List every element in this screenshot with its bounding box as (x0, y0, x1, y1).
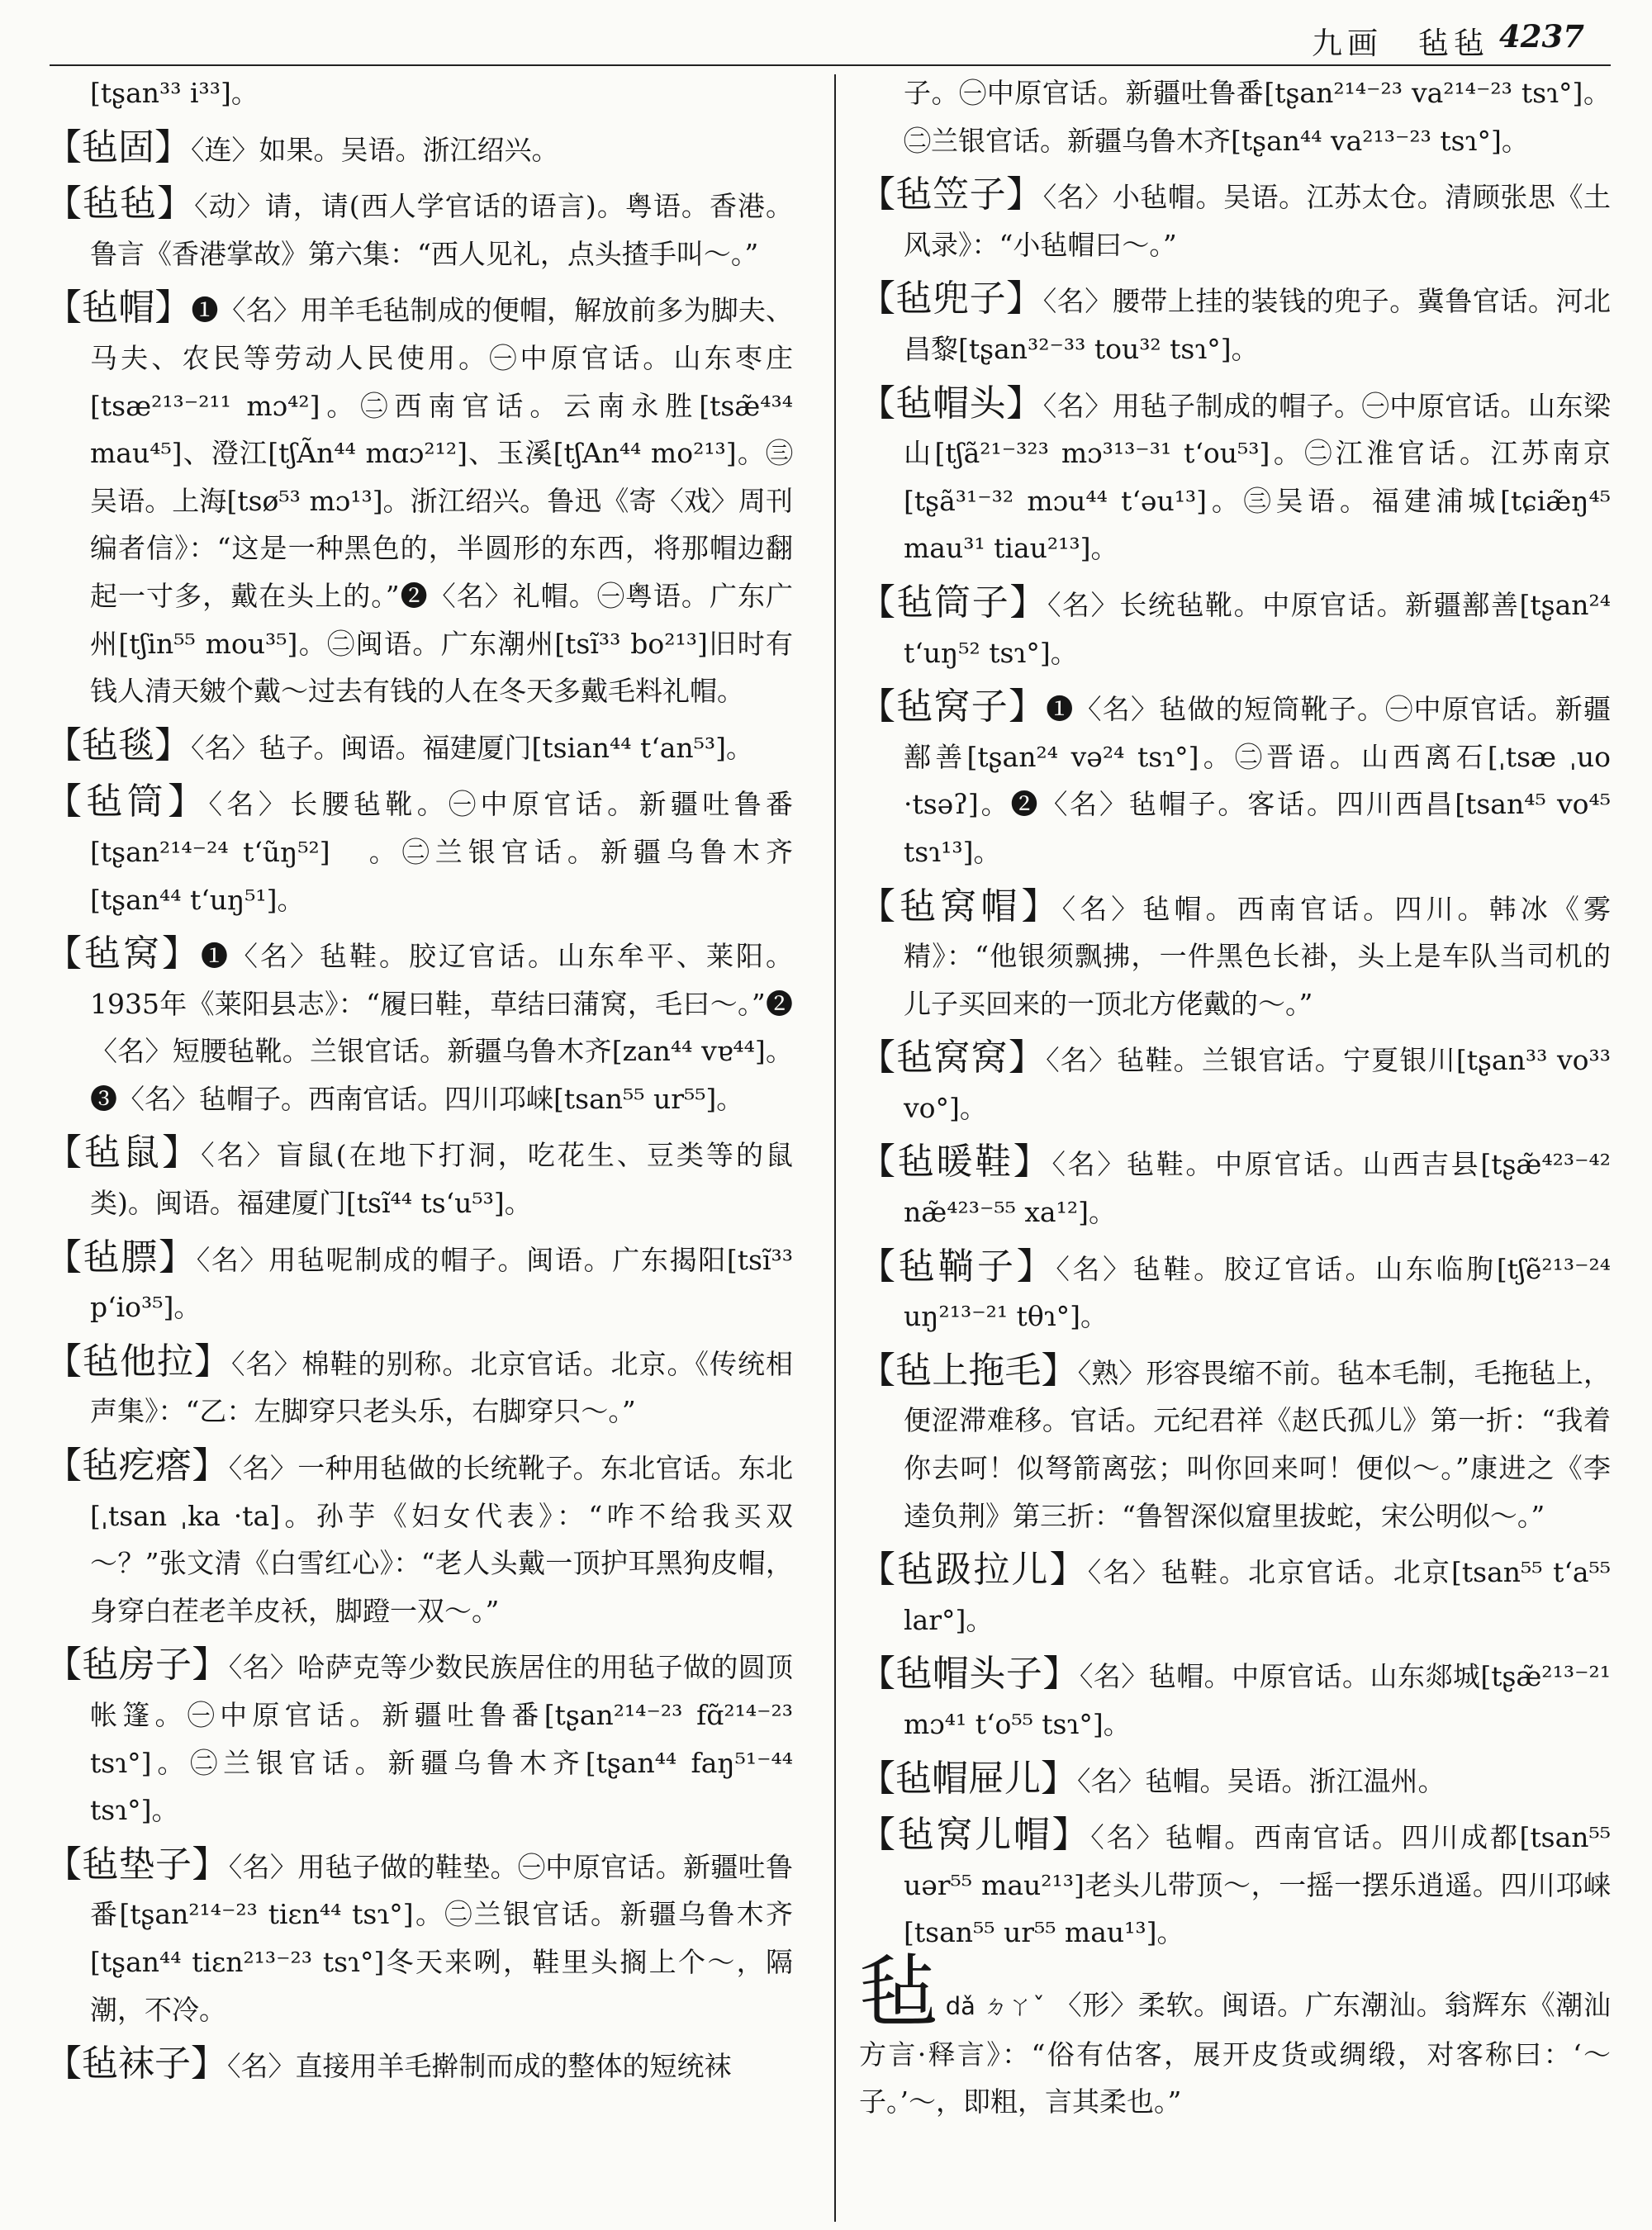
dictionary-entry (859, 1034, 1611, 1132)
dictionary-entry (45, 778, 793, 923)
dictionary-entry (859, 171, 1611, 268)
entry-continuation (859, 69, 1611, 164)
entry-text: 〈名〉用毡子制成的帽子。㊀中原官话。山东梁山[tʃã²¹⁻³²³ mɔ³¹³⁻³¹ t‘ou⁵³]。㊁江淮官话。江苏南京[tʂã³¹⁻³² mɔu⁴⁴ t‘əu¹³]。㊂吴语。福建浦城[tɕiæ̃ŋ⁴⁵ mau³¹ tiau²¹³]。 (904, 389, 1612, 565)
dictionary-entry (45, 1338, 793, 1435)
dictionary-entry (859, 883, 1611, 1028)
entry-headword: 【毡窝窝】 (859, 1037, 1047, 1079)
dictionary-entry (859, 683, 1611, 875)
left-column (45, 69, 793, 2097)
dictionary-entry (859, 1650, 1611, 1748)
entry-headword: 【毡帽】 (45, 287, 192, 330)
page-header (0, 0, 1652, 66)
entry-headword: 【毡帽屉儿】 (859, 1757, 1077, 1800)
dictionary-entry (859, 1243, 1611, 1340)
entry-headword: 【毡窝子】 (859, 686, 1047, 728)
page-number: 4237 (1499, 18, 1584, 55)
entry-headword: 【毡鞝子】 (859, 1245, 1056, 1288)
entry-headword: 【毡垫子】 (45, 1843, 229, 1886)
entry-text: 〈名〉棉鞋的别称。北京官话。北京。《传统相声集》：“乙：左脚穿只老头乐，右脚穿只～。” (90, 1347, 793, 1428)
dictionary-entry (45, 1129, 793, 1226)
entry-headword: 【毡筒子】 (859, 581, 1047, 624)
entry-text: 〈名〉用毡子做的鞋垫。㊀中原官话。新疆吐鲁番[tʂan²¹⁴⁻²³ tiɛn⁴⁴ tsɿ°]。㊁兰银官话。新疆乌鲁木齐[tʂan⁴⁴ tiɛn²¹³⁻²³ tsɿ°]冬天来咧，鞋里头搁上个～，隔潮，不冷。 (90, 1850, 794, 2026)
entry-text: 〈名〉小毡帽。吴语。江苏太仓。清顾张思《土风录》：“小毡帽曰～。” (904, 181, 1612, 261)
header-rule (50, 64, 1611, 66)
entry-text: 〈连〉如果。吴语。浙江绍兴。 (191, 133, 559, 166)
entry-text: 〈名〉腰带上挂的装钱的兜子。冀鲁官话。河北昌黎[tʂan³²⁻³³ tou³² tsɿ°]。 (904, 285, 1612, 365)
entry-text: 〈名〉直接用羊毛擀制而成的整体的短统袜 (227, 2050, 732, 2083)
entry-headword: 【毡笠子】 (859, 173, 1043, 216)
dictionary-entry (45, 180, 793, 278)
entry-headword: 【毡窝】 (45, 932, 201, 975)
entry-headword: 【毡帽头子】 (859, 1653, 1080, 1696)
dictionary-entry (859, 1546, 1611, 1644)
dictionary-entry (45, 1841, 793, 2033)
column-divider (834, 74, 836, 2222)
entry-headword: 【毡鼠】 (45, 1132, 202, 1174)
entry-headword: 【毡袜子】 (45, 2043, 227, 2085)
dictionary-entry (45, 1641, 793, 1834)
dictionary-entry (45, 1234, 793, 1331)
entry-text: ❶〈名〉毡做的短筒靴子。㊀中原官话。新疆鄯善[tʂan²⁴ və²⁴ tsɿ°]。㊁晋语。山西离石[ˌtsæ ˌuo ·tsəʔ]。❷〈名〉毡帽子。客话。四川西昌[tsan⁴⁵ vo⁴⁵ tsɿ¹³]。 (904, 693, 1611, 868)
entry-text: 〈名〉哈萨克等少数民族居住的用毡子做的圆顶帐篷。㊀中原官话。新疆吐鲁番[tʂan²¹⁴⁻²³ fɑ̃²¹⁴⁻²³ tsɿ°]。㊁兰银官话。新疆乌鲁木齐[tʂan⁴⁴ faŋ⁵¹⁻⁴⁴ tsɿ°]。 (90, 1651, 794, 1827)
entry-text: 〈名〉一种用毡做的长统靴子。东北官话。东北[ˌtsan ˌka ·ta]。孙芋《妇女代表》：“咋不给我买双～？”张文清《白雪红心》：“老人头戴一顶护耳黑狗皮帽，身穿白茬老羊皮袄，脚蹬一双～。” (90, 1452, 794, 1627)
character-entry (859, 1945, 1612, 2126)
dictionary-entry (859, 275, 1611, 372)
entry-text: 子。㊀中原官话。新疆吐鲁番[tʂan²¹⁴⁻²³ va²¹⁴⁻²³ tsɿ°]。㊁兰银官话。新疆乌鲁木齐[tʂan⁴⁴ va²¹³⁻²³ tsɿ°]。 (904, 77, 1611, 157)
dictionary-entry (45, 722, 793, 772)
entry-text: 〈名〉毡帽。吴语。浙江温州。 (1077, 1764, 1446, 1797)
entry-headword: 【毡趿拉儿】 (859, 1549, 1088, 1592)
entry-headword: 【毡窝儿帽】 (859, 1814, 1091, 1857)
dictionary-entry (859, 1811, 1611, 1957)
entry-text: 〈名〉毡帽。中原官话。山东郯城[tʂæ̃²¹³⁻²¹ mɔ⁴¹ t‘o⁵⁵ tsɿ°]。 (904, 1660, 1611, 1740)
entry-text: 〈名〉毡帽。西南官话。四川。韩冰《雾精》：“他银须飘拂，一件黑色长褂，头上是车队当司机的儿子买回来的一顶北方佬戴的～。” (904, 892, 1612, 1020)
entry-headword: 【毡固】 (45, 126, 191, 168)
entry-text: 〈名〉毡鞋。北京官话。北京[tsan⁵⁵ t‘a⁵⁵ lar°]。 (904, 1556, 1611, 1636)
entry-text: 〈名〉毡鞋。胶辽官话。山东临朐[tʃẽ²¹³⁻²⁴ uŋ²¹³⁻²¹ tθɿ°]。 (904, 1252, 1611, 1333)
dictionary-entry (45, 284, 793, 714)
entry-headword: 【毡上拖毛】 (859, 1349, 1078, 1392)
dictionary-entry (859, 1347, 1611, 1540)
entry-headword: 【毡窝帽】 (859, 885, 1062, 928)
entry-headword: 【毡兜子】 (859, 278, 1043, 320)
entry-headword: 【毡暖鞋】 (859, 1141, 1052, 1184)
entry-text: [tʂan³³ i³³]。 (90, 77, 259, 109)
running-head: 九画 毡毡 (1312, 26, 1489, 61)
entry-text: 〈名〉用毡呢制成的帽子。闽语。广东揭阳[tsĩ³³ p‘io³⁵]。 (90, 1243, 793, 1324)
entry-text: 〈名〉毡帽。西南官话。四川成都[tsan⁵⁵ uər⁵⁵ mau²¹³]老头儿带顶～，一摇一摆乐逍遥。四川邛崃[tsan⁵⁵ ur⁵⁵ mau¹³]。 (904, 1821, 1611, 1949)
entry-headword: 【毡毡】 (45, 183, 195, 225)
dictionary-entry (859, 1138, 1611, 1236)
dictionary-entry (859, 1755, 1611, 1805)
dictionary-entry (45, 2040, 793, 2090)
entry-headword: 【毡膘】 (45, 1236, 197, 1279)
entry-continuation (45, 69, 793, 117)
right-column (859, 69, 1611, 2133)
entry-text: 〈动〉请，请(西人学官话的语言)。粤语。香港。鲁言《香港掌故》第六集：“西人见礼，点头揸手叫～。” (90, 190, 794, 270)
dictionary-entry (45, 930, 793, 1122)
dictionary-entry (45, 1442, 793, 1635)
entry-text: 〈名〉长腰毡靴。㊀中原官话。新疆吐鲁番[tʂan²¹⁴⁻²⁴ t‘ũŋ⁵²] 。㊁兰银官话。新疆乌鲁木齐[tʂan⁴⁴ t‘uŋ⁵¹]。 (90, 788, 794, 916)
entry-headword: 【毡筒】 (45, 780, 209, 823)
dictionary-entry (45, 124, 793, 174)
entry-headword: 【毡房子】 (45, 1644, 229, 1687)
entry-text: 〈名〉长统毡靴。中原官话。新疆鄯善[tʂan²⁴ t‘uŋ⁵² tsɿ°]。 (904, 588, 1611, 669)
entry-headword: 【毡毯】 (45, 724, 191, 766)
entry-text: 〈名〉毡鞋。兰银官话。宁夏银川[tʂan³³ vo³³ vo°]。 (904, 1044, 1611, 1124)
entry-headword: 【毡帽头】 (859, 382, 1043, 425)
dictionary-entry (859, 380, 1611, 572)
entry-text: 〈名〉毡子。闽语。福建厦门[tsian⁴⁴ t‘an⁵³]。 (191, 731, 754, 764)
entry-text: 〈熟〉形容畏缩不前。毡本毛制，毛拖毡上，便涩滞难移。官话。元纪君祥《赵氏孤儿》第一折：“我着你去呵！似弩箭离弦；叫你回来呵！便似～。”康进之《李逵负荆》第三折：“鲁智深似窟里拔蛇，宋公明似～。” (904, 1356, 1612, 1532)
entry-text: ❶〈名〉用羊毛毡制成的便帽，解放前多为脚夫、马夫、农民等劳动人民使用。㊀中原官话。山东枣庄[tsæ²¹³⁻²¹¹ mɔ⁴²]。㊁西南官话。云南永胜[tsæ̃⁴³⁴ mau⁴⁵]、澄江[tʃÃn⁴⁴ mɑɔ²¹²]、玉溪[tʃAn⁴⁴ mo²¹³]。㊂吴语。上海[tsø⁵³ mɔ¹³]。浙江绍兴。鲁迅《寄〈戏〉周刊编者信》：“这是一种黑色的，半圆形的东西，将那帽边翻起一寸多，戴在头上的。”❷〈名〉礼帽。㊀粤语。广东广州[tʃin⁵⁵ mou³⁵]。㊁闽语。广东潮州[tsĩ³³ bo²¹³]旧时有钱人清天皴个戴～过去有钱的人在冬天多戴毛料礼帽。 (90, 294, 794, 708)
entry-text: 〈名〉盲鼠(在地下打洞，吃花生、豆类等的鼠类)。闽语。福建厦门[tsĩ⁴⁴ ts‘u⁵³]。 (90, 1139, 794, 1220)
entry-text: 〈形〉柔软。闽语。广东潮汕。翁辉东《潮汕方言·释言》：“俗有估客，展开皮货或绸缎，对客称曰：‘～子。’～，即粗，言其柔也。” (859, 1988, 1612, 2118)
entry-text: ❶〈名〉毡鞋。胶辽官话。山东牟平、莱阳。1935年《莱阳县志》：“履曰鞋，草结曰蒲窝，毛曰～。”❷〈名〉短腰毡靴。兰银官话。新疆乌鲁木齐[zan⁴⁴ vɐ⁴⁴]。❸〈名〉毡帽子。西南官话。四川邛崃[tsan⁵⁵ ur⁵⁵]。 (90, 940, 793, 1115)
entry-headword: 【毡他拉】 (45, 1340, 231, 1383)
entry-text: 〈名〉毡鞋。中原官话。山西吉县[tʂæ̃⁴²³⁻⁴² næ̃⁴²³⁻⁵⁵ xa¹²]。 (904, 1148, 1612, 1229)
dictionary-entry (859, 579, 1611, 676)
headword-character: 毡 (859, 1945, 939, 2038)
pinyin-reading: dǎ ㄉㄚˇ (945, 1991, 1046, 2020)
entry-headword: 【毡疙瘩】 (45, 1445, 229, 1487)
